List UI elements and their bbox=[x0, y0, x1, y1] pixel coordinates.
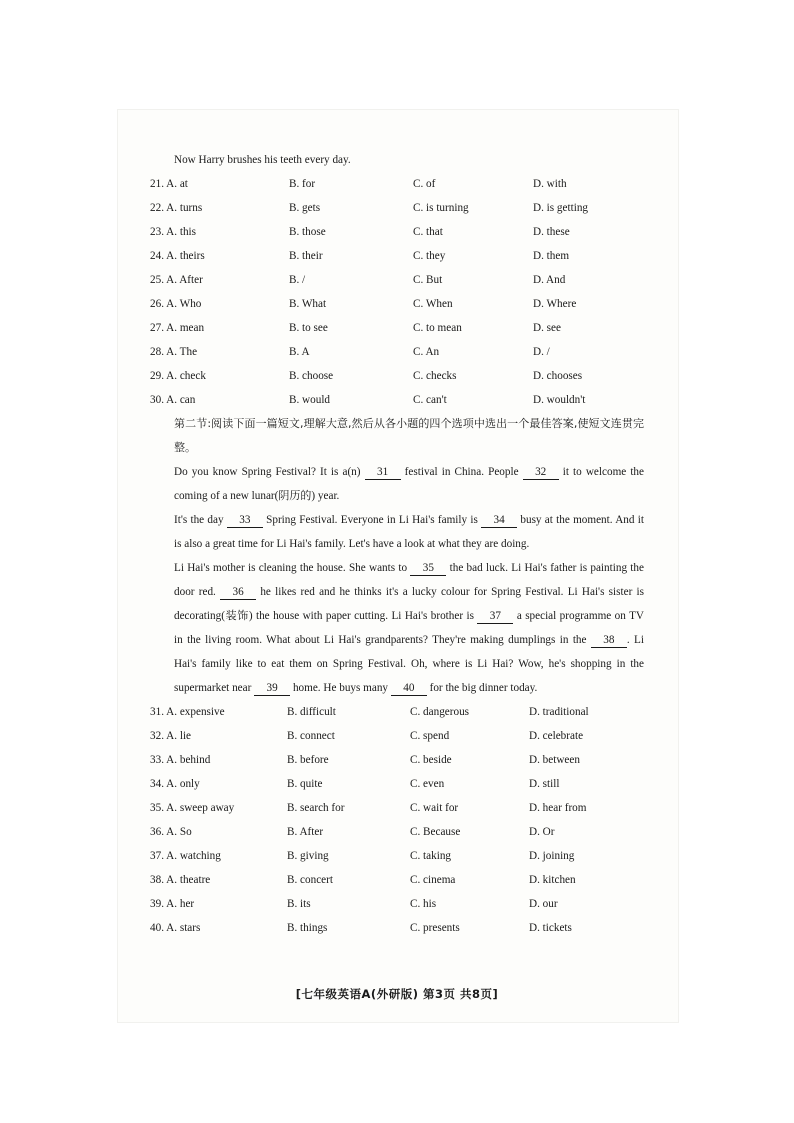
question-34 bbox=[150, 772, 644, 796]
option-a: 22. A. turns bbox=[150, 202, 203, 214]
option-b: B. choose bbox=[289, 370, 334, 382]
option-b: B. search for bbox=[287, 802, 345, 814]
option-c: C. But bbox=[413, 274, 443, 286]
option-b: B. for bbox=[289, 178, 316, 190]
question-30 bbox=[150, 388, 644, 412]
option-a: 40. A. stars bbox=[150, 922, 201, 934]
question-22 bbox=[150, 196, 644, 220]
exam-content bbox=[150, 148, 644, 940]
option-d: D. between bbox=[529, 754, 580, 766]
option-d: D. our bbox=[529, 898, 558, 910]
option-b: B. difficult bbox=[287, 706, 336, 718]
question-40 bbox=[150, 916, 644, 940]
question-38 bbox=[150, 868, 644, 892]
option-b: B. A bbox=[289, 346, 310, 358]
question-21 bbox=[150, 172, 644, 196]
option-a: 26. A. Who bbox=[150, 298, 202, 310]
option-c: C. can't bbox=[413, 394, 447, 406]
option-c: C. is turning bbox=[413, 202, 469, 214]
question-39 bbox=[150, 892, 644, 916]
option-a: 39. A. her bbox=[150, 898, 195, 910]
option-b: B. things bbox=[287, 922, 328, 934]
gloss-decorating: 装饰 bbox=[224, 609, 249, 622]
blank-34: 34 bbox=[481, 513, 517, 528]
option-a: 32. A. lie bbox=[150, 730, 192, 742]
question-35 bbox=[150, 796, 644, 820]
option-d: D. Where bbox=[533, 298, 577, 310]
option-d: D. these bbox=[533, 226, 570, 238]
option-a: 23. A. this bbox=[150, 226, 197, 238]
blank-31: 31 bbox=[365, 465, 401, 480]
option-d: D. And bbox=[533, 274, 566, 286]
option-b: B. After bbox=[287, 826, 324, 838]
option-a: 31. A. expensive bbox=[150, 706, 225, 718]
blank-40: 40 bbox=[391, 681, 427, 696]
gloss-lunar: 阴历的 bbox=[278, 489, 312, 502]
option-a: 35. A. sweep away bbox=[150, 802, 235, 814]
option-c: C. his bbox=[410, 898, 437, 910]
passage-paragraph-1: Do you know Spring Festival? It is a(n) 31 festival in China. People 32 it to welcome the coming of a new lunar(阴历的) year. bbox=[174, 466, 644, 502]
option-d: D. traditional bbox=[529, 706, 589, 718]
option-d: D. still bbox=[529, 778, 560, 790]
option-a: 30. A. can bbox=[150, 394, 196, 406]
question-31 bbox=[150, 700, 644, 724]
option-d: D. tickets bbox=[529, 922, 572, 934]
blank-35: 35 bbox=[410, 561, 446, 576]
option-d: D. / bbox=[533, 346, 550, 358]
option-d: D. chooses bbox=[533, 370, 583, 382]
question-24 bbox=[150, 244, 644, 268]
option-a: 38. A. theatre bbox=[150, 874, 211, 886]
option-c: C. dangerous bbox=[410, 706, 470, 718]
passage-paragraph-3: Li Hai's mother is cleaning the house. She wants to 35 the bad luck. Li Hai's father is painting the door red. 36 he likes red and he thinks it's a lucky colour for Spring Festival. Li Hai's sister is decorating(装饰) the house with paper cutting. Li Hai's brother is 37 a special programme on TV in the living room. What about Li Hai's grandparents? They're making dumplings in the 38 . Li Hai's family like to eat them on Spring Festival. Oh, where is Li Hai? Wow, he's shopping in the supermarket near 39 home. He buys many 40 for the big dinner today. bbox=[174, 562, 644, 694]
blank-39: 39 bbox=[254, 681, 290, 696]
option-a: 28. A. The bbox=[150, 346, 198, 358]
option-a: 25. A. After bbox=[150, 274, 203, 286]
question-37 bbox=[150, 844, 644, 868]
option-c: C. wait for bbox=[410, 802, 459, 814]
option-c: C. spend bbox=[410, 730, 450, 742]
question-36 bbox=[150, 820, 644, 844]
option-a: 29. A. check bbox=[150, 370, 206, 382]
option-c: C. they bbox=[413, 250, 446, 262]
blank-33: 33 bbox=[227, 513, 263, 528]
option-b: B. connect bbox=[287, 730, 335, 742]
option-d: D. Or bbox=[529, 826, 555, 838]
question-23 bbox=[150, 220, 644, 244]
option-c: C. checks bbox=[413, 370, 457, 382]
question-25 bbox=[150, 268, 644, 292]
option-b: B. giving bbox=[287, 850, 329, 862]
option-d: D. is getting bbox=[533, 202, 589, 214]
option-c: C. beside bbox=[410, 754, 452, 766]
option-b: B. would bbox=[289, 394, 331, 406]
blank-36: 36 bbox=[220, 585, 256, 600]
option-d: D. with bbox=[533, 178, 567, 190]
option-b: B. their bbox=[289, 250, 323, 262]
option-d: D. celebrate bbox=[529, 730, 584, 742]
question-list-31-40 bbox=[150, 700, 644, 940]
option-c: C. presents bbox=[410, 922, 460, 934]
question-28 bbox=[150, 340, 644, 364]
blank-38: 38 bbox=[591, 633, 627, 648]
question-32 bbox=[150, 724, 644, 748]
blank-32: 32 bbox=[523, 465, 559, 480]
blank-37: 37 bbox=[477, 609, 513, 624]
option-b: B. those bbox=[289, 226, 326, 238]
option-b: B. to see bbox=[289, 322, 328, 334]
option-c: C. Because bbox=[410, 826, 461, 838]
option-b: B. gets bbox=[289, 202, 321, 214]
option-c: C. to mean bbox=[413, 322, 462, 334]
option-b: B. What bbox=[289, 298, 327, 310]
option-d: D. them bbox=[533, 250, 570, 262]
option-c: C. even bbox=[410, 778, 445, 790]
option-a: 33. A. behind bbox=[150, 754, 211, 766]
option-c: C. An bbox=[413, 346, 440, 358]
intro-line: Now Harry brushes his teeth every day. bbox=[174, 154, 351, 166]
option-d: D. hear from bbox=[529, 802, 587, 814]
question-27 bbox=[150, 316, 644, 340]
passage-paragraph-2: It's the day 33 Spring Festival. Everyone in Li Hai's family is 34 busy at the moment. And it is also a great time for Li Hai's family. Let's have a look at what they are doing. bbox=[174, 514, 644, 550]
option-c: C. When bbox=[413, 298, 453, 310]
option-a: 34. A. only bbox=[150, 778, 200, 790]
option-c: C. that bbox=[413, 226, 443, 238]
option-d: D. see bbox=[533, 322, 561, 334]
option-a: 21. A. at bbox=[150, 178, 188, 190]
option-b: B. / bbox=[289, 274, 306, 286]
question-29 bbox=[150, 364, 644, 388]
option-c: C. of bbox=[413, 178, 436, 190]
question-list-21-30 bbox=[150, 172, 644, 412]
option-a: 27. A. mean bbox=[150, 322, 205, 334]
question-33 bbox=[150, 748, 644, 772]
option-c: C. taking bbox=[410, 850, 452, 862]
option-d: D. kitchen bbox=[529, 874, 576, 886]
question-26 bbox=[150, 292, 644, 316]
option-b: B. concert bbox=[287, 874, 333, 886]
option-a: 37. A. watching bbox=[150, 850, 221, 862]
option-b: B. its bbox=[287, 898, 311, 910]
section-2-instruction: 第二节:阅读下面一篇短文,理解大意,然后从各小题的四个选项中选出一个最佳答案,使短文连贯完整。 bbox=[174, 417, 644, 454]
option-c: C. cinema bbox=[410, 874, 456, 886]
option-a: 36. A. So bbox=[150, 826, 192, 838]
option-d: D. wouldn't bbox=[533, 394, 586, 406]
option-d: D. joining bbox=[529, 850, 575, 862]
option-b: B. before bbox=[287, 754, 329, 766]
option-a: 24. A. theirs bbox=[150, 250, 205, 262]
page-footer: [七年级英语A(外研版) 第3页 共8页] bbox=[295, 987, 499, 1001]
option-b: B. quite bbox=[287, 778, 323, 790]
